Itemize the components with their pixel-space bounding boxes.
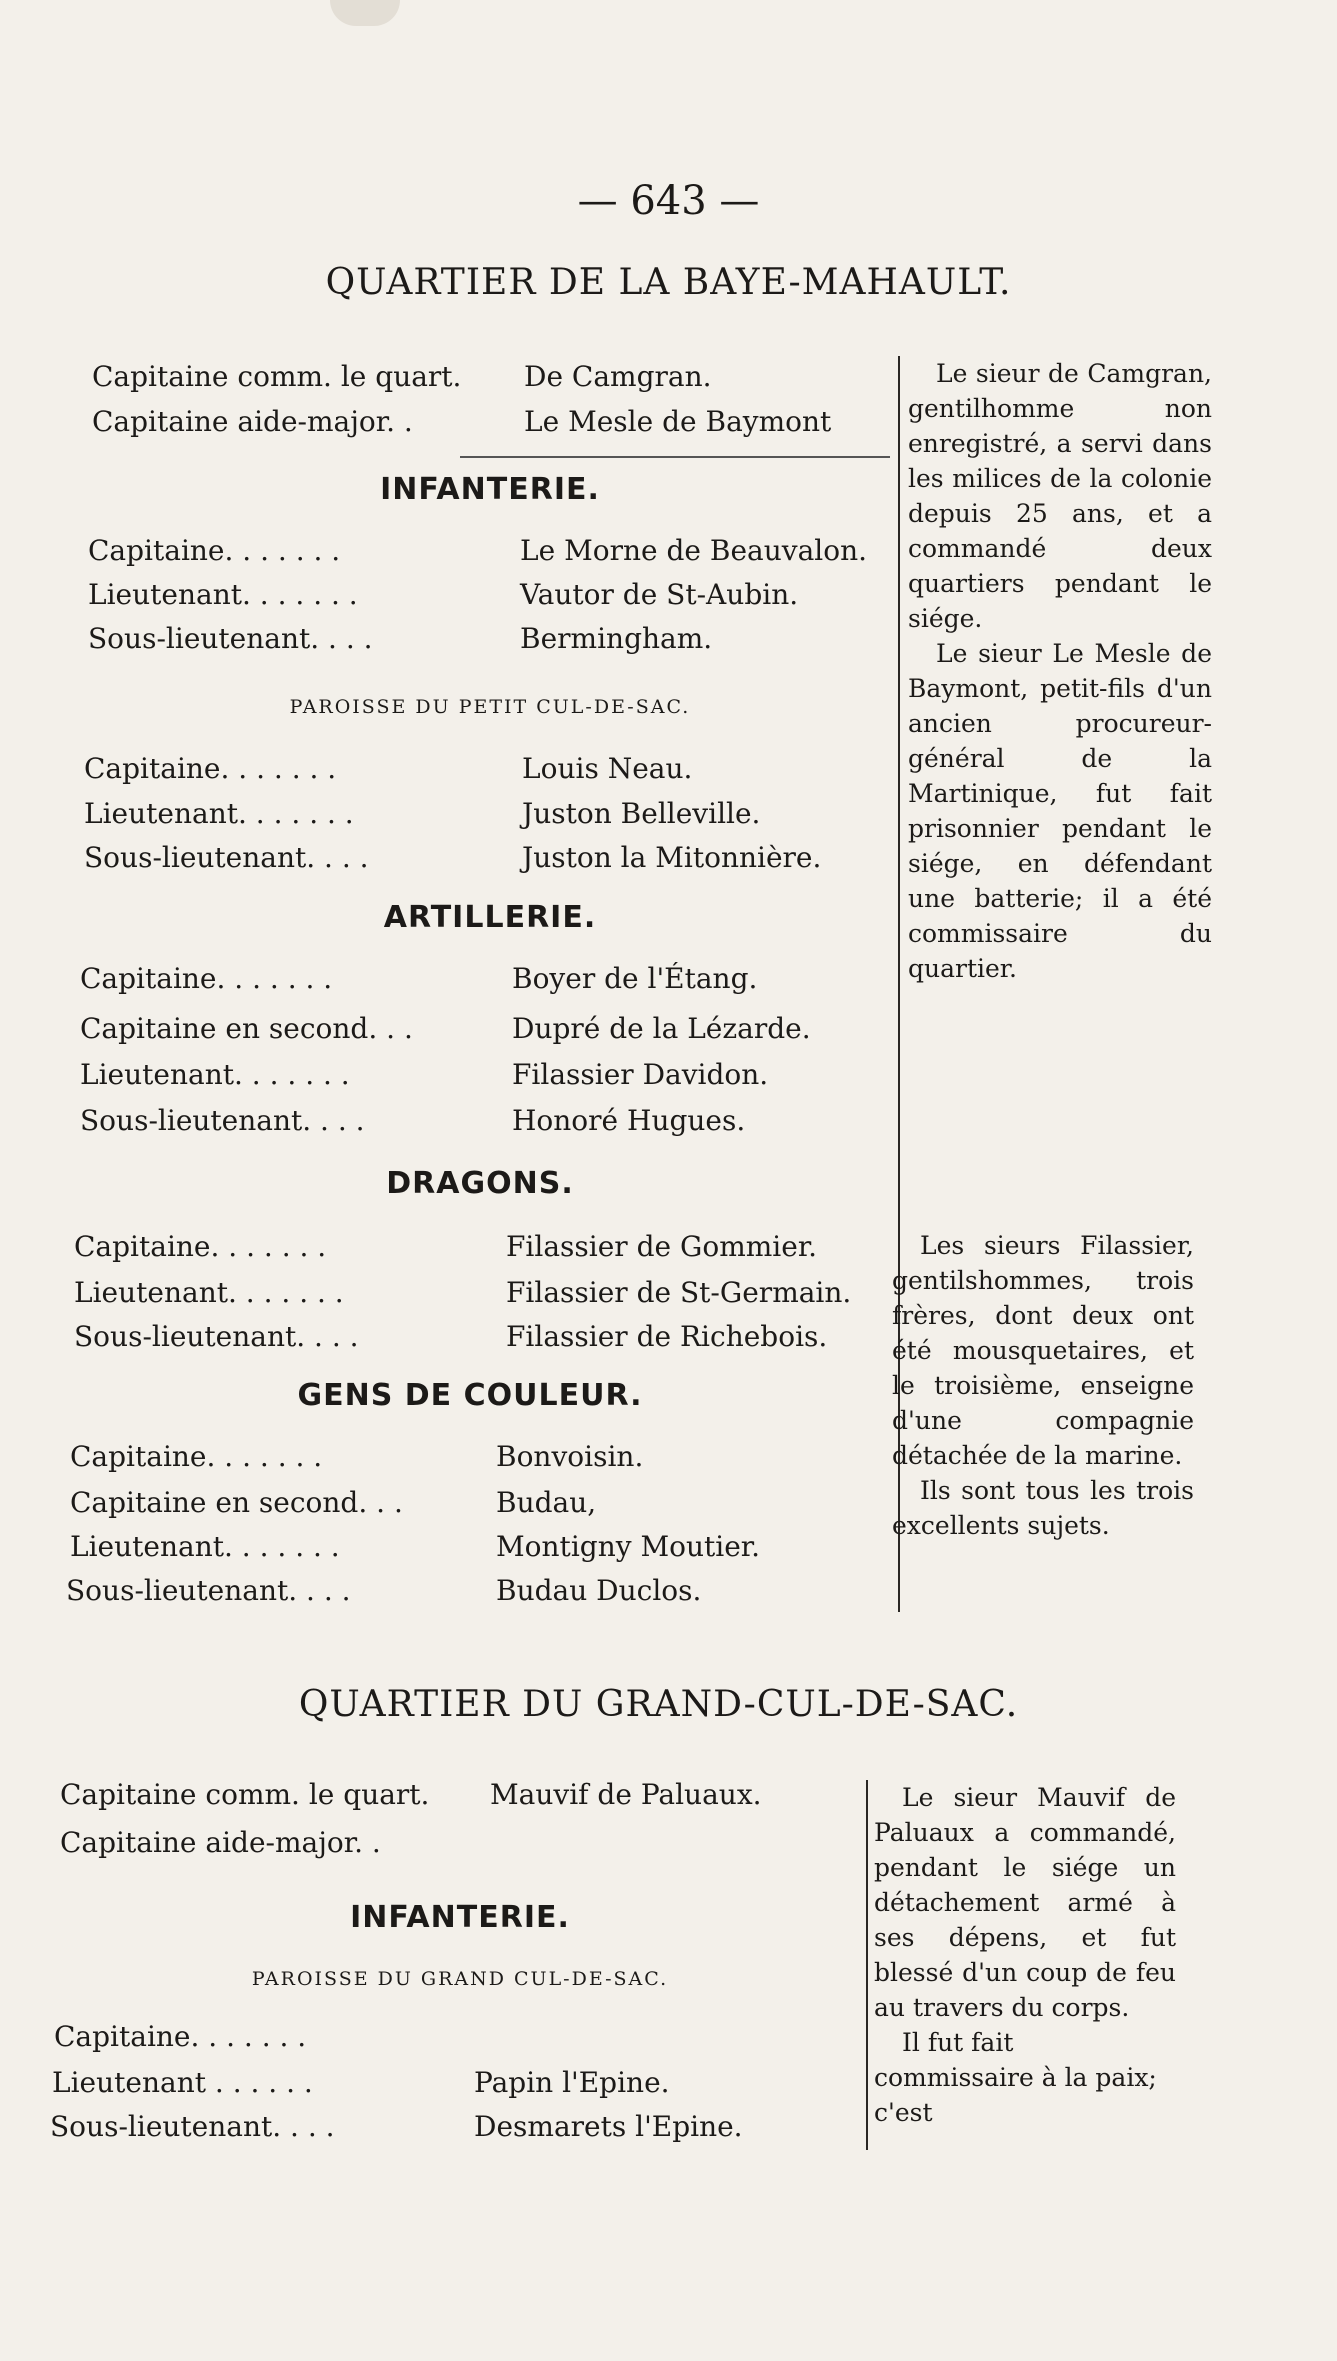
rank-label: Lieutenant. . . . . . . xyxy=(70,1530,340,1563)
officer-name: Juston Belleville. xyxy=(522,797,761,830)
note-paragraph: Ils sont tous les trois excellents sujets. xyxy=(892,1476,1194,1540)
rank-label: Lieutenant. . . . . . . xyxy=(74,1276,344,1309)
officer-name: Budau Duclos. xyxy=(496,1574,702,1607)
officer-name: Bonvoisin. xyxy=(496,1440,644,1473)
officer-name: Filassier de Richebois. xyxy=(506,1320,828,1353)
note-paragraph: Il fut fait commissaire à la paix; c'est xyxy=(874,2028,1157,2127)
rank-label: Capitaine aide-major. . xyxy=(60,1826,381,1859)
officer-name: De Camgran. xyxy=(524,360,712,393)
note-paragraph: Le sieur de Camgran, gentilhomme non enregistré, a servi dans les milices de la colonie depuis 25 ans, et a commandé deux quartiers pendant le siége. xyxy=(908,359,1212,633)
officer-name: Louis Neau. xyxy=(522,752,693,785)
officer-name: Desmarets l'Epine. xyxy=(474,2110,743,2143)
rank-label: Lieutenant. . . . . . . xyxy=(88,578,358,611)
rank-label: Lieutenant . . . . . . xyxy=(52,2066,313,2099)
subhead-gens-de-couleur: GENS DE COULEUR. xyxy=(297,1378,643,1413)
subhead-dragons: DRAGONS. xyxy=(386,1166,574,1201)
officer-name: Filassier de Gommier. xyxy=(506,1230,818,1263)
rank-label: Lieutenant. . . . . . . xyxy=(84,797,354,830)
rank-label: Sous-lieutenant. . . . xyxy=(66,1574,351,1607)
officer-name: Bermingham. xyxy=(520,622,713,655)
officer-name: Boyer de l'Étang. xyxy=(512,962,758,995)
rank-label: Lieutenant. . . . . . . xyxy=(80,1058,350,1091)
subhead-infanterie-2: INFANTERIE. xyxy=(350,1900,570,1935)
rank-label: Capitaine aide-major. . xyxy=(92,405,413,438)
subhead-infanterie: INFANTERIE. xyxy=(380,472,600,507)
rank-label: Capitaine. . . . . . . xyxy=(88,534,341,567)
column-rule xyxy=(866,1780,868,2150)
parish-heading-grand: PAROISSE DU GRAND CUL-DE-SAC. xyxy=(251,1968,669,1990)
margin-note-filassier xyxy=(892,1228,1194,1543)
paper-stain xyxy=(330,0,400,26)
note-paragraph: Le sieur Le Mesle de Baymont, petit-fils d'un ancien procureur-général de la Martinique, fut fait prisonnier pendant le siége, en défendant une batterie; il a été commissaire du quartier. xyxy=(908,639,1212,983)
rank-label: Sous-lieutenant. . . . xyxy=(88,622,373,655)
rank-label: Capitaine. . . . . . . xyxy=(54,2020,307,2053)
rank-label: Capitaine. . . . . . . xyxy=(70,1440,323,1473)
divider xyxy=(460,456,890,458)
rank-label: Sous-lieutenant. . . . xyxy=(80,1104,365,1137)
rank-label: Sous-lieutenant. . . . xyxy=(74,1320,359,1353)
section-title-baye-mahault: QUARTIER DE LA BAYE-MAHAULT. xyxy=(325,262,1012,303)
note-paragraph: Les sieurs Filassier, gentilshommes, trois frères, dont deux ont été mousquetaires, et le troisième, enseigne d'une compagnie détachée de la marine. xyxy=(892,1231,1194,1470)
rank-label: Capitaine. . . . . . . xyxy=(74,1230,327,1263)
officer-name: Dupré de la Lézarde. xyxy=(512,1012,811,1045)
parish-heading: PAROISSE DU PETIT CUL-DE-SAC. xyxy=(289,696,691,718)
officer-name: Honoré Hugues. xyxy=(512,1104,746,1137)
officer-name: Le Morne de Beauvalon. xyxy=(520,534,868,567)
rank-label: Sous-lieutenant. . . . xyxy=(50,2110,335,2143)
officer-name: Filassier Davidon. xyxy=(512,1058,769,1091)
subhead-artillerie: ARTILLERIE. xyxy=(383,900,597,935)
rank-label: Sous-lieutenant. . . . xyxy=(84,841,369,874)
rank-label: Capitaine. . . . . . . xyxy=(84,752,337,785)
rank-label: Capitaine. . . . . . . xyxy=(80,962,333,995)
officer-name: Le Mesle de Baymont xyxy=(524,405,832,438)
officer-name: Montigny Moutier. xyxy=(496,1530,760,1563)
page-number: — 643 — xyxy=(577,178,760,224)
margin-note-camgran xyxy=(908,356,1212,986)
officer-name: Budau, xyxy=(496,1486,597,1519)
rank-label: Capitaine comm. le quart. xyxy=(60,1778,430,1811)
rank-label: Capitaine en second. . . xyxy=(70,1486,403,1519)
officer-name: Vautor de St-Aubin. xyxy=(520,578,799,611)
rank-label: Capitaine comm. le quart. xyxy=(92,360,462,393)
officer-name: Filassier de St-Germain. xyxy=(506,1276,852,1309)
section-title-grand-cul-de-sac: QUARTIER DU GRAND-CUL-DE-SAC. xyxy=(298,1684,1019,1725)
officer-name: Papin l'Epine. xyxy=(474,2066,670,2099)
officer-name: Juston la Mitonnière. xyxy=(522,841,822,874)
margin-note-mauvif xyxy=(874,1780,1176,2130)
officer-name: Mauvif de Paluaux. xyxy=(490,1778,762,1811)
note-paragraph: Le sieur Mauvif de Paluaux a commandé, pendant le siége un détachement armé à ses dépens, et fut blessé d'un coup de feu au travers du corps. xyxy=(874,1783,1176,2022)
rank-label: Capitaine en second. . . xyxy=(80,1012,413,1045)
